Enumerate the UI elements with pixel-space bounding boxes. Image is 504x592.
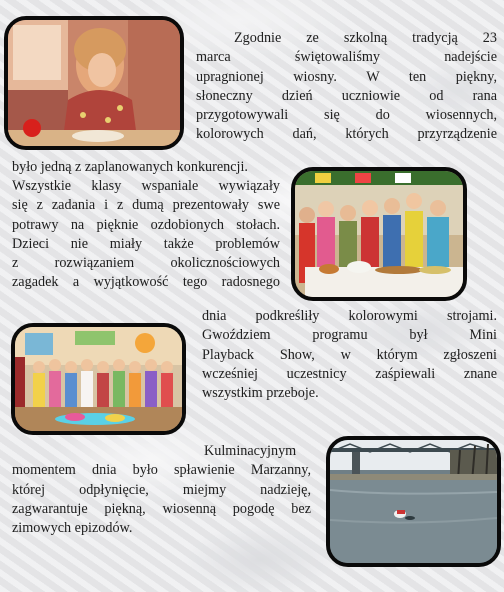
text-line: Zgodnie ze szkolną tradycją 23 [234, 30, 497, 46]
article-paragraph-left [12, 177, 280, 293]
text-line: Playback Show, w którym zgłoszeni [202, 346, 497, 363]
text-line: zimowych epizodów. [12, 520, 133, 537]
text-line: z rozwiązaniem okolicznościowych [12, 255, 280, 272]
photo-class-food-table [291, 167, 467, 301]
text-line: zagwarantuje piękną, wiosenną pogodę bez [12, 500, 311, 517]
text-line: Dzieci nie miały także problemów [12, 235, 280, 252]
text-line: zagadek a wyjątkowość tego radosnego [12, 274, 280, 291]
text-line: wszystkim przeboje. [202, 385, 319, 402]
article-paragraph-right [202, 307, 497, 403]
text-line: Kulminacyjnym [204, 443, 297, 459]
article-line-full [12, 158, 282, 177]
photo-marzanna-river [326, 436, 501, 567]
article-paragraph-top [196, 29, 497, 145]
text-line: momentem dnia było spławienie Marzanny, [12, 462, 311, 479]
text-line: której odpłynięcie, miejmy nadzieję, [12, 481, 311, 498]
text-line: słoneczny dzień uczniowie od rana [196, 87, 497, 104]
text-line: dnia podkreśliły kolorowymi strojami. [202, 308, 497, 324]
text-line: wcześniej uczestnicy zaśpiewali znane [202, 365, 497, 382]
text-line: marca świętowaliśmy nadejście [196, 49, 497, 66]
text-line: się z zadania i z dumą prezentowały swe [12, 197, 280, 214]
text-line: Gwoździem programu był Mini [202, 327, 497, 344]
text-line: Wszystkie klasy wspaniale wywiązały [12, 178, 280, 194]
text-line: upragnionej wiosny. W ten piękny, [196, 68, 497, 85]
article-paragraph-bottom [12, 442, 311, 538]
text-line: było jedną z zaplanowanych konkurencji. [12, 159, 248, 175]
text-line: potrawy na pięknie ozdobionych stołach. [12, 216, 280, 233]
text-line: przygotowywali się do wiosennych, [196, 107, 497, 124]
photo-playback-show [11, 323, 186, 435]
text-line: kolorowych dań, których przyrządzenie [196, 126, 497, 143]
photo-girl-cooking [4, 16, 184, 150]
